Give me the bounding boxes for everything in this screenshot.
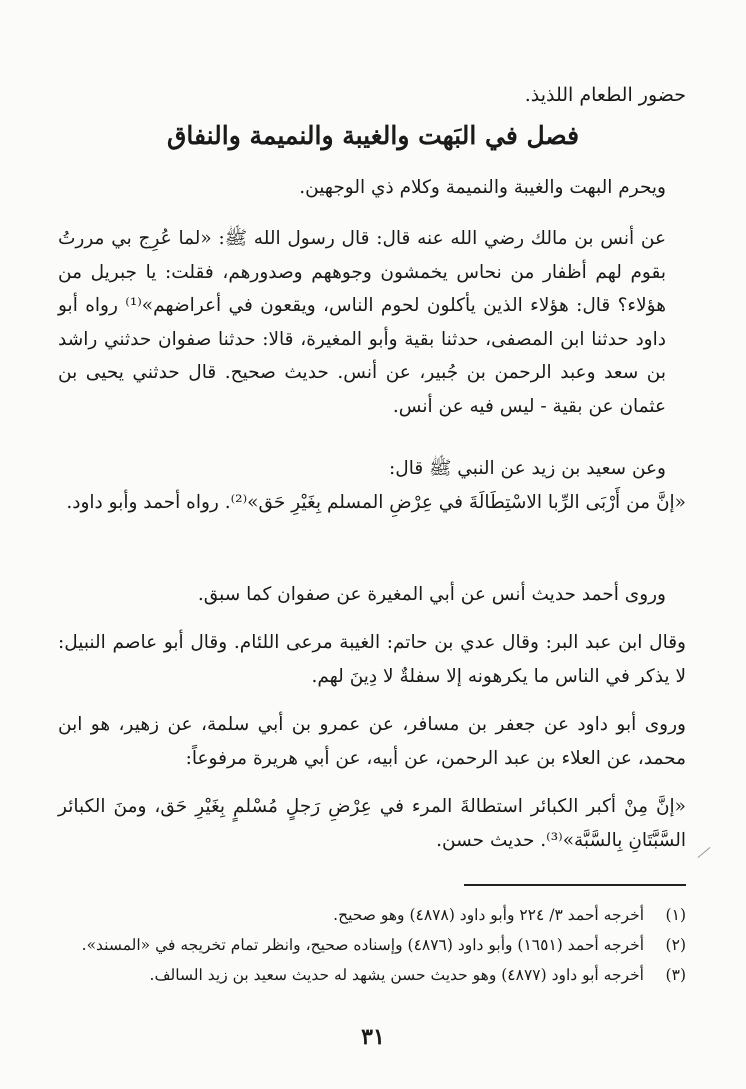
- abu-dawud-chain-paragraph: وروى أبو داود عن جعفر بن مسافر، عن عمرو بن أبي سلمة، عن زهير، هو ابن محمد، عن العلاء بن عبد الرحمن، عن أبيه، عن أبي هريرة مرفوعاً:: [58, 714, 686, 769]
- footnote-number: (٣): [665, 966, 686, 984]
- ibn-abd-albarr-paragraph: وقال ابن عبد البر: وقال عدي بن حاتم: الغيبة مرعى اللئام. وقال أبو عاصم النبيل: لا يذكر في الناس ما يكرهونه إلا سفلةٌ لا دِينَ لهم.: [58, 632, 686, 687]
- anas-hadith-paragraph: عن أنس بن مالك رضي الله عنه قال: قال رسول الله ﷺ: «لما عُرِج بي مررتُ بقوم لهم أظفار من نحاس يخمشون وجوههم وصدورهم، فقلت: يا جبريل من هؤلاء؟ قال: هؤلاء الذين يأكلون لحوم الناس، ويقعون في أعراضهم»⁽¹⁾ رواه أبو داود حدثنا ابن المصفى، حدثنا بقية وأبو المغيرة، قالا: حدثنا صفوان حدثني راشد بن سعد وعبد الرحمن بن جُبير، عن أنس. حديث صحيح. قال حدثني يحيى بن عثمان عن بقية - ليس فيه عن أنس.: [58, 228, 666, 417]
- footnote-separator: [464, 884, 686, 886]
- footnote-3: [58, 960, 686, 990]
- footnotes: [58, 900, 686, 990]
- continuation-line: حضور الطعام اللذيذ.: [524, 84, 686, 106]
- footnote-2: [58, 930, 686, 960]
- footnote-number: (٢): [665, 936, 686, 954]
- footnote-text: أخرجه أحمد (١٦٥١) وأبو داود (٤٨٧٦) وإسناده صحيح، وانظر تمام تخريجه في «المسند».: [81, 936, 644, 954]
- footnote-text: أخرجه أبو داود (٤٨٧٧) وهو حديث حسن يشهد له حديث سعيد بن زيد السالف.: [149, 966, 644, 984]
- intro-paragraph: ويحرم البهت والغيبة والنميمة وكلام ذي الوجهين.: [299, 177, 666, 198]
- margin-mark: [698, 847, 711, 858]
- footnote-number: (١): [665, 906, 686, 924]
- section-title: فصل في البَهت والغيبة والنميمة والنفاق: [166, 121, 580, 150]
- ahmad-narration-line: وروى أحمد حديث أنس عن أبي المغيرة عن صفوان كما سبق.: [197, 584, 666, 605]
- final-hadith-paragraph: «إنَّ مِنْ أكبر الكبائر استطالةَ المرء في عِرْضِ رَجلٍ مُسْلمٍ بِغَيْرِ حَق، ومنَ الكبائر السَّبَّتَانِ بِالسَّبَّة»⁽³⁾. حديث حسن.: [58, 796, 686, 851]
- footnote-text: أخرجه أحمد ٣/ ٢٢٤ وأبو داود (٤٨٧٨) وهو صحيح.: [333, 906, 644, 924]
- page-number: ٣١: [361, 1024, 385, 1050]
- saeed-intro-line: وعن سعيد بن زيد عن النبي ﷺ قال:: [389, 458, 666, 479]
- footnote-1: [58, 900, 686, 930]
- saeed-hadith-paragraph: «إنَّ من أَرْبَى الرِّبا الاسْتِطَالَةَ في عِرْضِ المسلم بِغَيْرِ حَق»⁽²⁾. رواه أحمد وأبو داود.: [66, 492, 686, 513]
